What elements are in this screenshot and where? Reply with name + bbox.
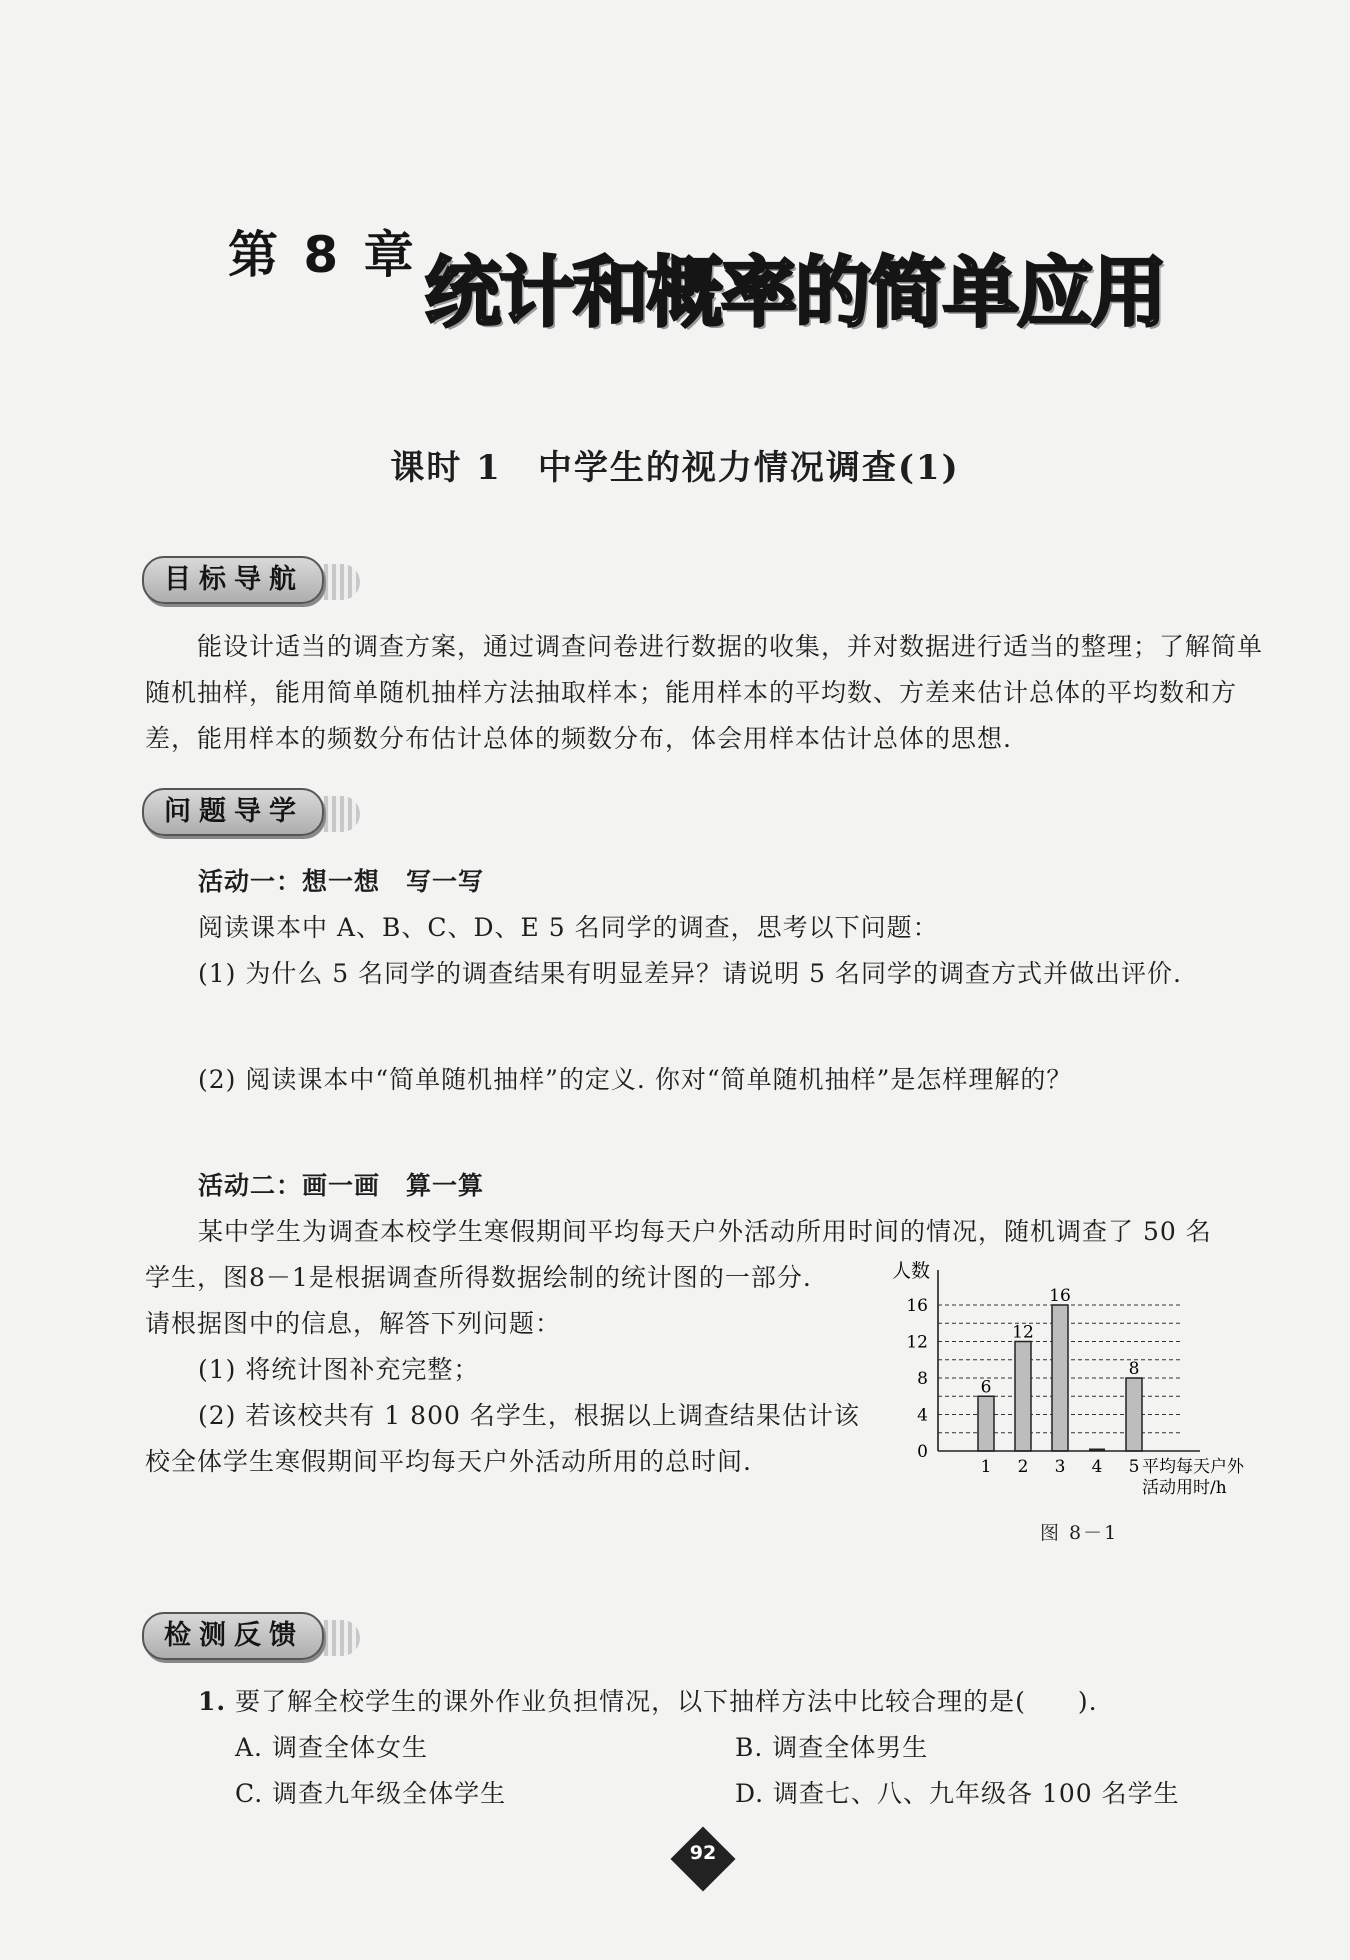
activity1-question-1: (1) 为什么 5 名同学的调查结果有明显差异？请说明 5 名同学的调查方式并做出评价.	[198, 959, 1182, 988]
question-text: 要了解全校学生的课外作业负担情况，以下抽样方法中比较合理的是( ).	[235, 1687, 1098, 1716]
page-number: 92	[689, 1842, 717, 1864]
y-tick-label: 8	[917, 1369, 928, 1389]
option-a: A. 调查全体女生	[235, 1733, 428, 1762]
x-tick-label: 3	[1054, 1457, 1066, 1477]
chapter-title: 统计和概率的简单应用	[425, 248, 1165, 337]
bar	[1052, 1305, 1068, 1451]
section-badge-guide: 问题导学	[142, 788, 324, 836]
section-badge-goals: 目标导航	[142, 556, 324, 604]
x-tick-label: 2	[1017, 1457, 1029, 1477]
bar	[1015, 1342, 1031, 1452]
bar-value-label: 8	[1128, 1359, 1140, 1379]
bar-value-label: 6	[980, 1377, 992, 1398]
feedback-question-1	[198, 1682, 1098, 1718]
activity2-line: 某中学生为调查本校学生寒假期间平均每天户外活动所用时间的情况，随机调查了 50 名	[198, 1217, 1212, 1246]
x-tick-label: 5	[1128, 1457, 1140, 1477]
activity1-heading: 活动一：想一想 写一写	[198, 867, 485, 896]
bar-value-label: 12	[1012, 1322, 1034, 1343]
y-tick-label: 16	[906, 1296, 928, 1316]
activity2-heading: 活动二：画一画 算一算	[198, 1171, 485, 1200]
bar	[1126, 1378, 1142, 1451]
figure-caption: 图 8－1	[1040, 1522, 1119, 1544]
bar-value-label: 16	[1049, 1286, 1071, 1306]
activity2-line: 学生，图8－1是根据调查所得数据绘制的统计图的一部分.	[145, 1263, 812, 1292]
x-tick-label: 4	[1091, 1457, 1103, 1477]
activity2-question-1: (1) 将统计图补充完整；	[198, 1355, 480, 1384]
activity2-question-2-cont: 校全体学生寒假期间平均每天户外活动所用的总时间.	[145, 1447, 752, 1476]
y-axis-label: 人数	[892, 1260, 931, 1282]
y-tick-label: 4	[917, 1405, 928, 1426]
x-axis-label: 活动用时/h	[1142, 1478, 1227, 1498]
bar-chart	[880, 1255, 1280, 1505]
x-tick-label: 1	[980, 1457, 992, 1477]
question-number: 1.	[198, 1687, 227, 1716]
option-c: C. 调查九年级全体学生	[235, 1779, 507, 1808]
option-b: B. 调查全体男生	[735, 1733, 929, 1762]
activity1-question-2: (2) 阅读课本中“简单随机抽样”的定义. 你对“简单随机抽样”是怎样理解的？	[198, 1065, 1073, 1094]
goals-paragraph: 能设计适当的调查方案，通过调查问卷进行数据的收集，并对数据进行适当的整理；了解简单随机抽样，能用简单随机抽样方法抽取样本；能用样本的平均数、方差来估计总体的平均数和方差，能用样本的频数分布估计总体的频数分布，体会用样本估计总体的思想.	[145, 632, 1264, 753]
activity2-question-2: (2) 若该校共有 1 800 名学生，根据以上调查结果估计该	[198, 1401, 860, 1430]
section-badge-feedback: 检测反馈	[142, 1612, 324, 1660]
x-axis-label: 平均每天户外	[1142, 1457, 1244, 1477]
lesson-title: 课时 1 中学生的视力情况调查(1)	[390, 448, 960, 488]
activity2-line: 请根据图中的信息，解答下列问题：	[145, 1309, 562, 1338]
activity1-intro: 阅读课本中 A、B、C、D、E 5 名同学的调查，思考以下问题：	[198, 913, 939, 942]
option-d: D. 调查七、八、九年级各 100 名学生	[735, 1779, 1180, 1808]
chapter-number: 第 8 章	[228, 226, 418, 284]
y-tick-label: 12	[906, 1332, 928, 1353]
y-tick-label: 0	[917, 1442, 928, 1462]
bar	[978, 1396, 994, 1451]
